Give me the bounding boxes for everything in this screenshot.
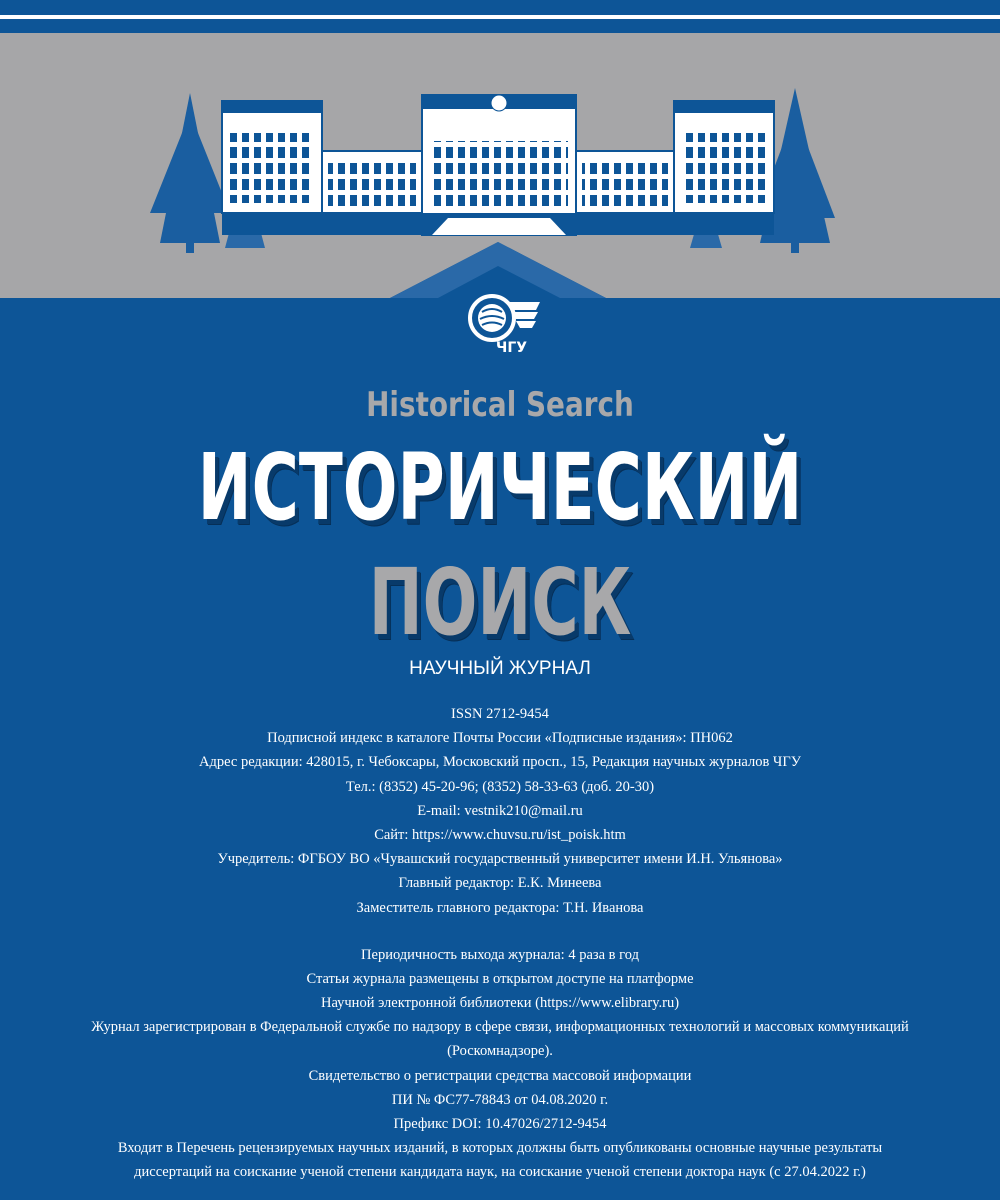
info-line: Тел.: (8352) 45-20-96; (8352) 58-33-63 (доб. 20-30) [345, 778, 655, 795]
info-line: Входит в Перечень рецензируемых научных изданий, в которых должны быть опубликованы основные научные результаты [117, 1140, 883, 1157]
info-line-email: E-mail: vestnik210@mail.ru [417, 802, 583, 819]
info-line: Журнал зарегистрирован в Федеральной службе по надзору в сфере связи, информационных технологий и массовых коммуникаций [91, 1019, 909, 1036]
title-russian-line2: ПОИСК [368, 549, 632, 656]
info-line-site: Сайт: https://www.chuvsu.ru/ist_poisk.htm [374, 826, 626, 843]
info-line: Научной электронной библиотеки (https://www.elibrary.ru) [320, 995, 680, 1012]
top-stripe [0, 15, 1000, 19]
info-line: Адрес редакции: 428015, г. Чебоксары, Московский просп., 15, Редакция научных журналов ЧГУ [198, 754, 802, 771]
university-logo-icon [462, 292, 542, 356]
info-line: Периодичность выхода журнала: 4 раза в год [361, 946, 639, 963]
info-line: Подписной индекс в каталоге Почты России «Подписные издания»: ПН062 [267, 730, 733, 747]
title-russian-line1: ИСТОРИЧЕСКИЙ [197, 434, 803, 541]
svg-text:ЧГУ: ЧГУ [496, 340, 528, 356]
info-line: Главный редактор: Е.К. Минеева [398, 875, 602, 892]
top-band [0, 0, 1000, 33]
info-line: Свидетельство о регистрации средства массовой информации [308, 1067, 692, 1084]
journal-info [0, 702, 1000, 1185]
roof-chevron [0, 230, 1000, 300]
info-line: ПИ № ФС77-78843 от 04.08.2020 г. [391, 1091, 609, 1108]
info-line: диссертаций на соискание ученой степени кандидата наук, на соискание ученой степени доктора наук (с 27.04.2022 г.) [134, 1164, 866, 1181]
info-line: Учредитель: ФГБОУ ВО «Чувашский государственный университет имени И.Н. Ульянова» [217, 851, 783, 868]
info-line: Статьи журнала размещены в открытом доступе на платформе [306, 970, 694, 987]
journal-subtitle: НАУЧНЫЙ ЖУРНАЛ [409, 658, 591, 679]
info-line: Заместитель главного редактора: Т.Н. Иванова [356, 899, 644, 916]
info-line: (Роскомнадзоре). [447, 1043, 553, 1060]
tree-left-large [150, 93, 230, 253]
info-line: Префикс DOI: 10.47026/2712-9454 [393, 1116, 607, 1132]
title-english: Historical Search [366, 385, 634, 425]
info-gap [0, 920, 1000, 943]
info-line: ISSN 2712-9454 [451, 706, 549, 722]
